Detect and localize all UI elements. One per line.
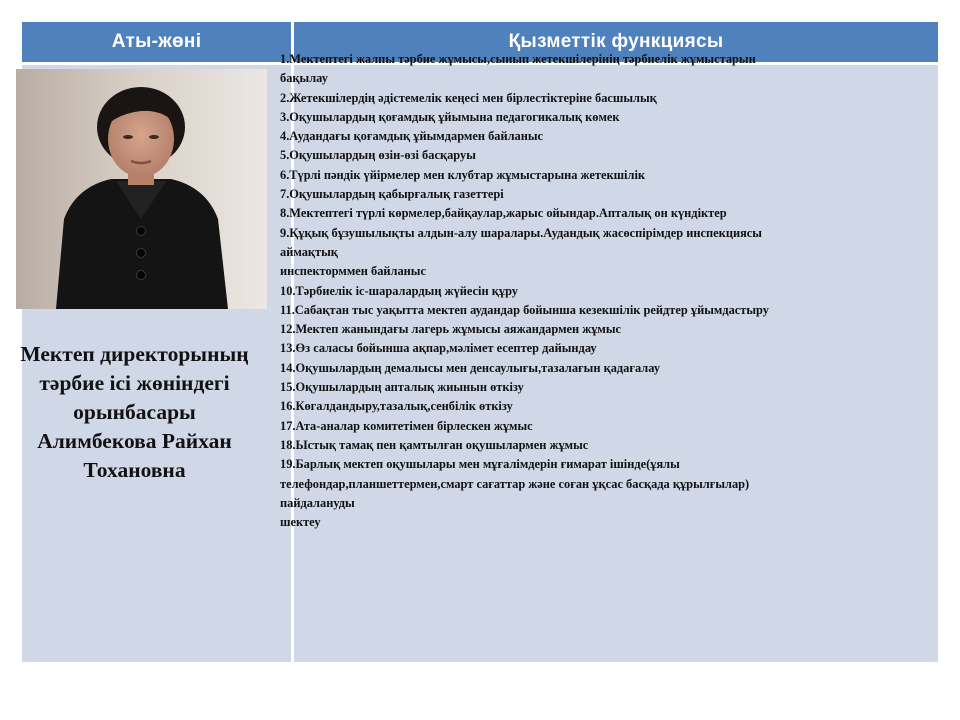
duty-line: 14.Оқушылардың демалысы мен денсаулығы,тазалағын қадағалау (280, 360, 661, 375)
duty-line: 1.Мектептегі жалпы тәрбие жұмысы,сынып жетекшілерінің тәрбиелік жұмыстарын (280, 52, 756, 66)
duty-line: 10.Тәрбиелік іс-шаралардың жүйесін құру (280, 283, 518, 298)
duty-line: 8.Мектептегі түрлі көрмелер,байқаулар,жарыс ойындар.Апталық он күндіктер (280, 206, 727, 221)
duty-line: 4.Аудандағы қоғамдық ұйымдармен байланыс (280, 129, 544, 144)
duty-line: инспекторммен байланыс (280, 264, 426, 279)
duty-line: 2.Жетекшілердің әдістемелік кеңесі мен бірлестіктеріне басшылық (280, 90, 657, 105)
duty-line: телефондар,планшеттермен,смарт сағаттар және соған ұқсас басқада құрылғылар) (280, 476, 750, 491)
duty-line: 5.Оқушылардың өзін-өзі басқаруы (280, 148, 476, 163)
duty-line: 15.Оқушылардың апталық жиынын өткізу (280, 380, 524, 395)
duty-line: 9.Құқық бұзушылықты алдын-алу шаралары.Аудандық жасөспірімдер инспекциясы (280, 225, 762, 240)
duty-line: 6.Түрлі пәндік үйірмелер мен клубтар жұмыстарына жетекшілік (280, 167, 646, 182)
position-title (6, 340, 263, 485)
header-function-column: Қызметтік функциясы (294, 22, 938, 62)
duty-line: бақылау (280, 71, 328, 86)
duty-line: 17.Ата-аналар комитетімен бірлескен жұмыс (280, 418, 533, 433)
position-line: Мектеп директорының (20, 342, 249, 366)
duty-line: 7.Оқушылардың қабырғалық газеттері (280, 187, 504, 202)
duty-line: 16.Көгалдандыру,тазалық,сенбілік өткізу (280, 399, 513, 414)
duties-list (280, 50, 910, 532)
header-name-column: Аты-жөні (22, 22, 291, 62)
portrait-photo (16, 69, 267, 309)
duty-line: 13.Өз саласы бойынша ақпар,мәлімет есептер дайындау (280, 341, 597, 356)
duty-line: 12.Мектеп жанындағы лагерь жұмысы аяжандармен жұмыс (280, 322, 622, 337)
duty-line: 3.Оқушылардың қоғамдық ұйымына педагогикалық көмек (280, 109, 620, 124)
duty-line: шектеу (280, 515, 321, 530)
person-name-line: Тохановна (83, 458, 186, 482)
duty-line: аймақтық (280, 244, 338, 259)
duty-line: пайдалануды (280, 495, 355, 510)
position-line: тәрбие ісі жөніндегі (39, 371, 230, 395)
duty-line: 18.Ыстық тамақ пен қамтылған оқушылармен жұмыс (280, 437, 589, 452)
person-name-line: Алимбекова Райхан (37, 429, 232, 453)
duty-line: 19.Барлық мектеп оқушылары мен мұғалімдерін ғимарат ішінде(ұялы (280, 457, 680, 472)
position-line: орынбасары (73, 400, 196, 424)
duty-line: 11.Сабақтан тыс уақытта мектеп аудандар бойынша кезекшілік рейдтер ұйымдастыру (280, 302, 769, 317)
